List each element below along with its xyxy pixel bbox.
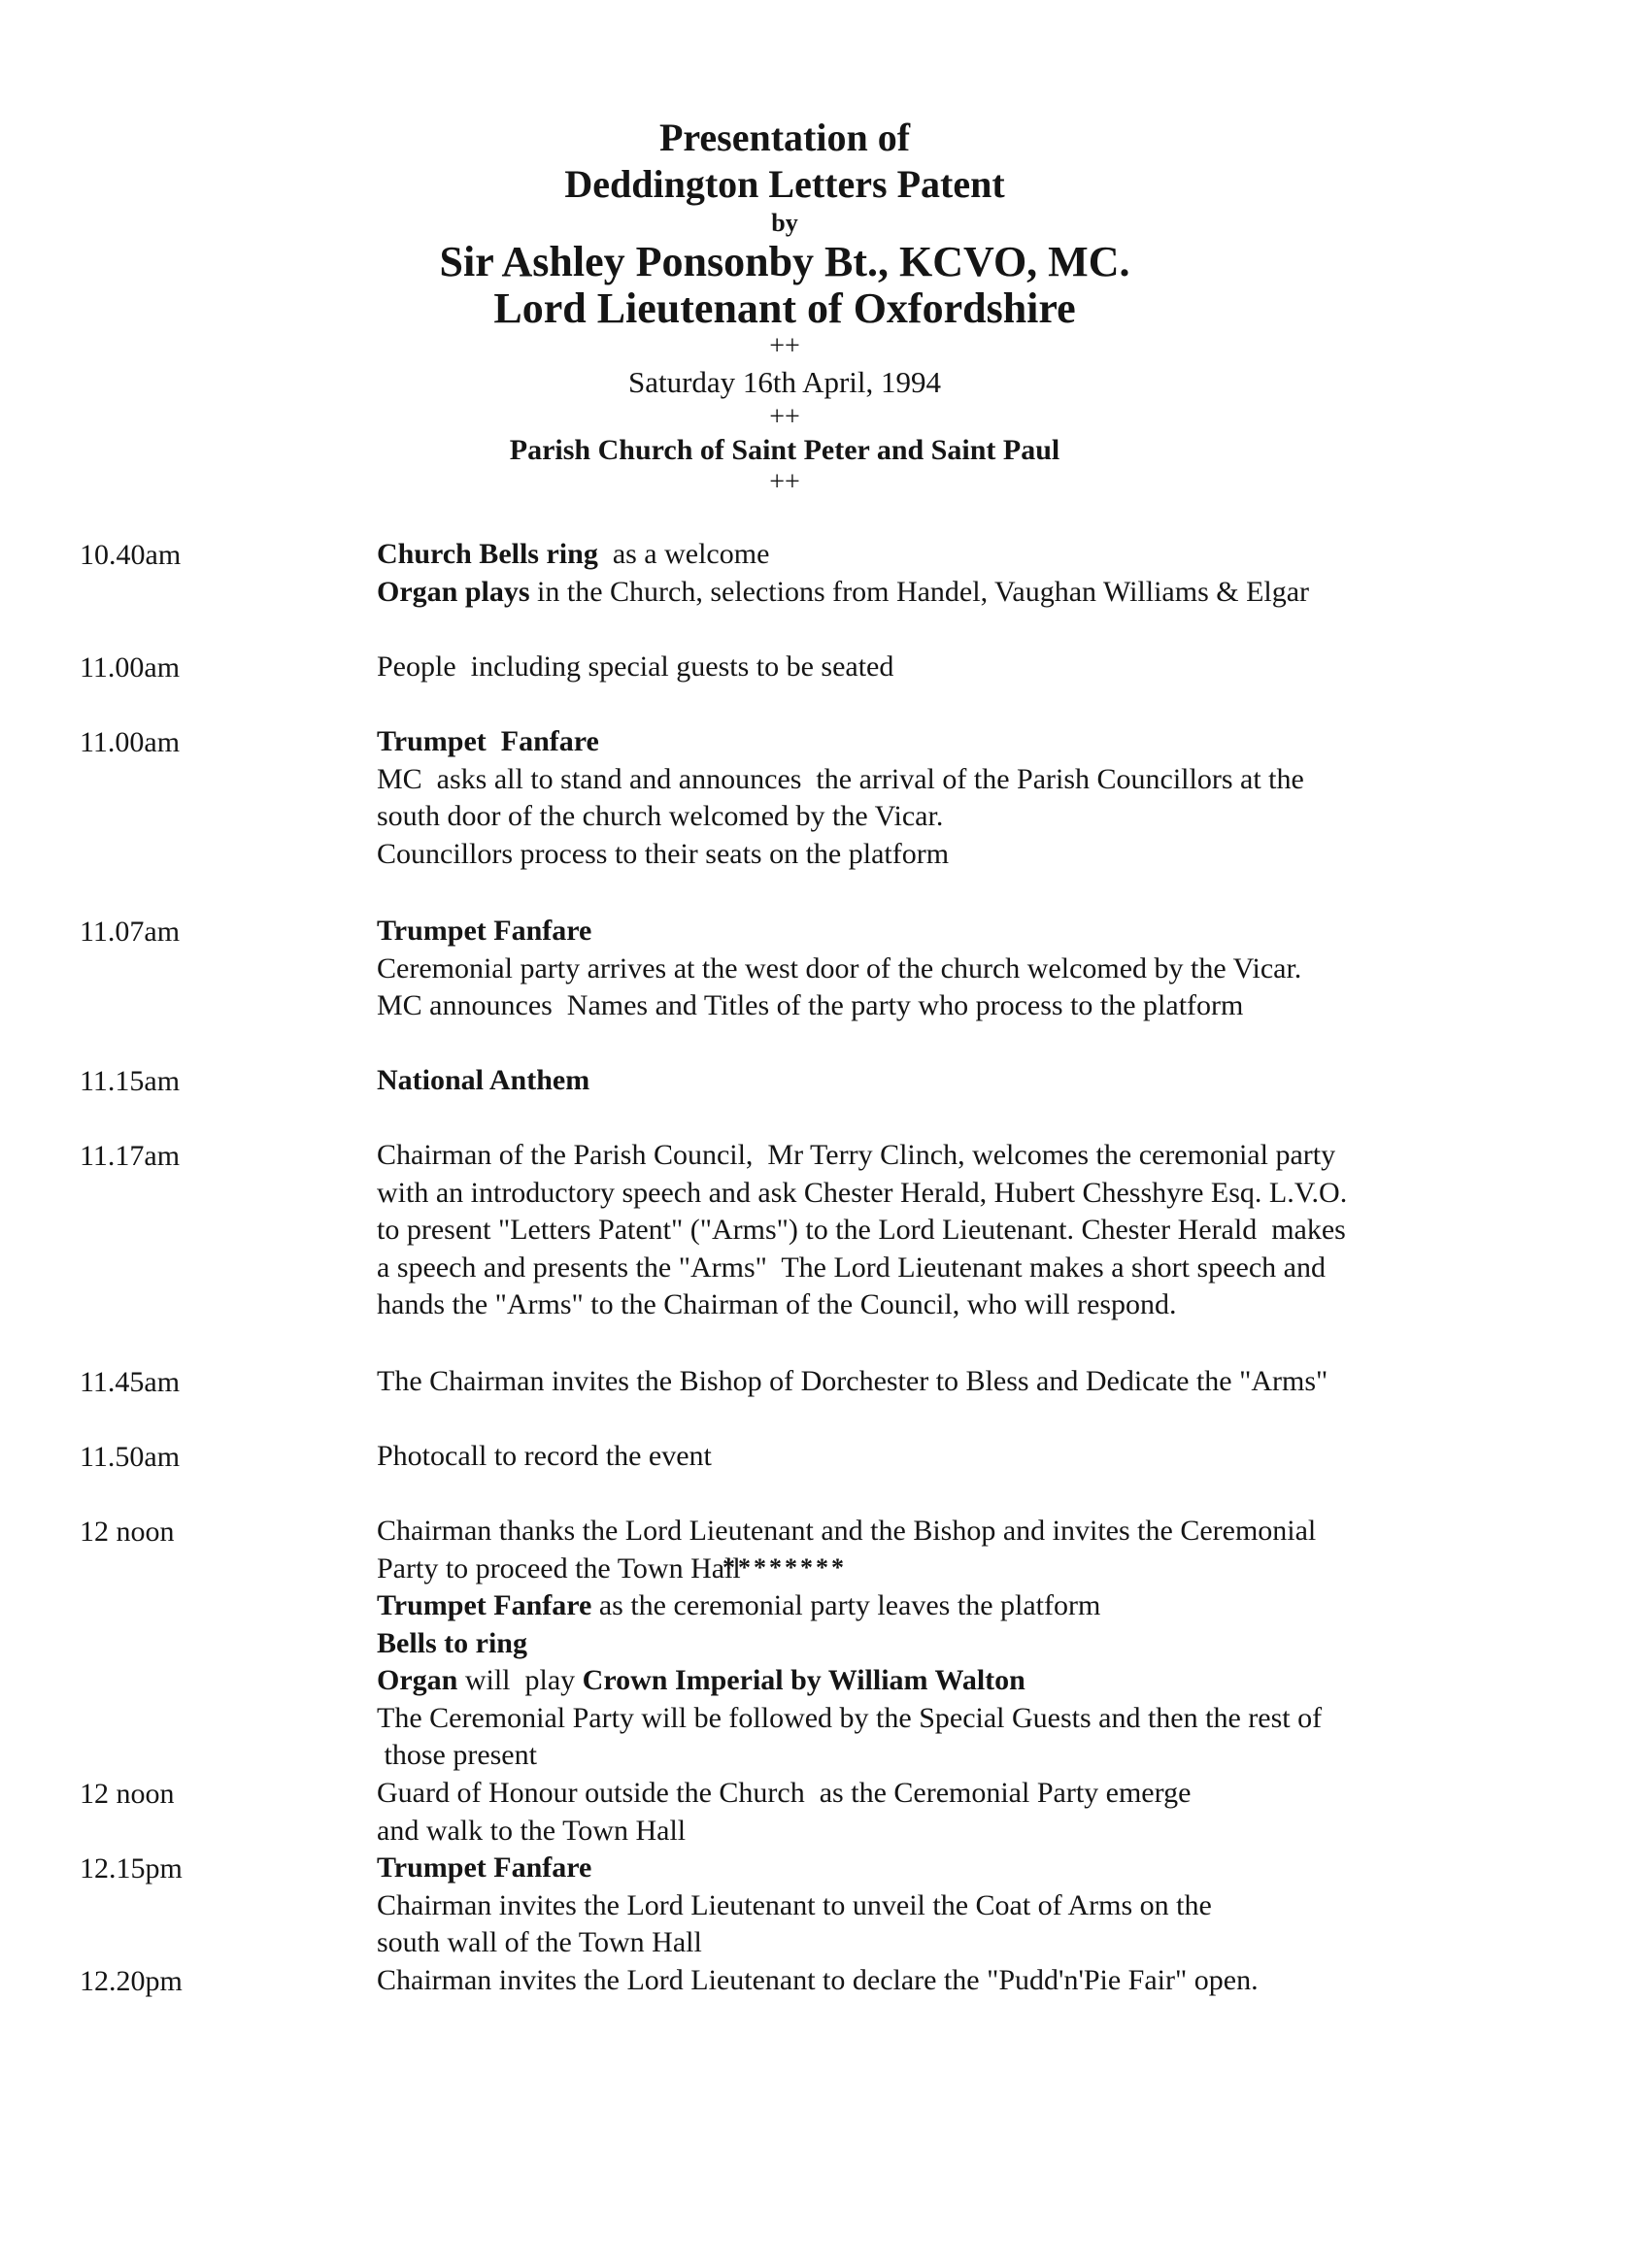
- schedule-line-text: People including special guests to be seated: [377, 650, 894, 683]
- schedule-line: [377, 1212, 1581, 1250]
- schedule-line: [377, 649, 1581, 686]
- schedule-time: 11.45am: [80, 1366, 181, 1398]
- schedule-line-text: Photocall to record the event: [377, 1440, 712, 1472]
- title-lord-lieutenant: Lord Lieutenant of Oxfordshire: [493, 284, 1076, 332]
- schedule-line: [377, 1438, 1581, 1476]
- schedule-line: [377, 1775, 1581, 1813]
- schedule-line-text: Ceremonial party arrives at the west door of the church welcomed by the Vicar.: [377, 951, 1302, 984]
- closing-stars: ********: [723, 1553, 847, 1582]
- title-presentation: Presentation of: [658, 116, 911, 159]
- event-date: Saturday 16th April, 1994: [627, 365, 942, 399]
- schedule-time: 12.20pm: [80, 1965, 183, 1997]
- schedule-line: [377, 1625, 1581, 1663]
- schedule-line: [377, 1924, 1581, 1962]
- schedule-time: 11.15am: [80, 1065, 181, 1097]
- schedule-description: [377, 1137, 1581, 1324]
- schedule-line-text: as a welcome: [597, 538, 770, 570]
- schedule-line-bold: Organ plays: [377, 575, 530, 608]
- schedule-time: 11.17am: [80, 1140, 181, 1172]
- schedule-description: [377, 649, 1581, 686]
- schedule-time: 11.00am: [80, 651, 181, 684]
- schedule-line-text: and walk to the Town Hall: [377, 1814, 687, 1847]
- schedule-description: [377, 1363, 1581, 1401]
- schedule-line-text: MC announces Names and Titles of the party who process to the platform: [377, 989, 1244, 1021]
- schedule-line-text: will play: [457, 1664, 583, 1696]
- schedule-line: [377, 951, 1581, 988]
- schedule-time: 11.07am: [80, 916, 181, 948]
- schedule-line: [377, 536, 1581, 574]
- schedule-line-text: to present "Letters Patent" ("Arms") to the Lord Lieutenant. Chester Herald makes: [377, 1214, 1346, 1246]
- schedule-line: [377, 1175, 1581, 1213]
- title-by: by: [771, 209, 798, 237]
- schedule-time: 10.40am: [80, 539, 182, 571]
- schedule-line: [377, 723, 1581, 761]
- schedule-line-bold: Church Bells ring: [377, 538, 598, 570]
- schedule-description: [377, 1062, 1581, 1100]
- schedule-line: [377, 987, 1581, 1025]
- schedule-line: [377, 1286, 1581, 1324]
- schedule-line-bold: Bells to ring: [377, 1626, 527, 1659]
- schedule-line: [377, 1513, 1581, 1551]
- schedule-line: [377, 798, 1581, 836]
- separator: ++: [769, 402, 800, 432]
- schedule-line: [377, 1363, 1581, 1401]
- schedule-line: [377, 1962, 1581, 2000]
- separator: ++: [769, 467, 800, 497]
- schedule-time: 12 noon: [80, 1778, 175, 1810]
- schedule-line-text: Councillors process to their seats on the platform: [377, 837, 950, 870]
- schedule-line: [377, 1887, 1581, 1925]
- schedule-line-text: Chairman thanks the Lord Lieutenant and the Bishop and invites the Ceremonial: [377, 1515, 1317, 1547]
- schedule-line: [377, 1700, 1581, 1738]
- schedule-line-text: Chairman of the Parish Council, Mr Terry Clinch, welcomes the ceremonial party: [377, 1139, 1336, 1171]
- schedule-line: [377, 1137, 1581, 1175]
- schedule-line: [377, 1850, 1581, 1887]
- schedule-description: [377, 1438, 1581, 1476]
- schedule-line: [377, 836, 1581, 874]
- schedule-line-text: south door of the church welcomed by the Vicar.: [377, 800, 944, 832]
- title-presenter: Sir Ashley Ponsonby Bt., KCVO, MC.: [439, 238, 1130, 285]
- schedule-time: 12 noon: [80, 1516, 175, 1548]
- schedule-line-bold: National Anthem: [377, 1064, 590, 1096]
- schedule-line-text: as the ceremonial party leaves the platform: [591, 1589, 1101, 1621]
- schedule-line-text: The Ceremonial Party will be followed by the Special Guests and then the rest of: [377, 1701, 1323, 1734]
- schedule-description: [377, 1775, 1581, 1850]
- schedule-line: [377, 761, 1581, 799]
- schedule-line-text: hands the "Arms" to the Chairman of the Council, who will respond.: [377, 1288, 1177, 1320]
- schedule-line: [377, 913, 1581, 951]
- schedule-time: 11.50am: [80, 1441, 181, 1473]
- title-letters-patent: Deddington Letters Patent: [564, 162, 1005, 206]
- schedule-line-bold: Crown Imperial by William Walton: [582, 1664, 1025, 1696]
- schedule-description: [377, 536, 1581, 611]
- schedule-line: [377, 1662, 1581, 1700]
- schedule-line-text: in the Church, selections from Handel, Vaughan Williams & Elgar: [529, 575, 1310, 608]
- event-venue: Parish Church of Saint Peter and Saint Paul: [509, 434, 1060, 466]
- schedule-line-text: Chairman invites the Lord Lieutenant to unveil the Coat of Arms on the: [377, 1888, 1212, 1921]
- schedule-line: [377, 1587, 1581, 1625]
- schedule-description: [377, 913, 1581, 1025]
- schedule-line-bold: Organ: [377, 1664, 458, 1696]
- schedule-description: [377, 1513, 1581, 1775]
- schedule-line-text: south wall of the Town Hall: [377, 1926, 702, 1958]
- schedule-line: [377, 1737, 1581, 1775]
- separator: ++: [769, 331, 800, 361]
- schedule-line-text: those present: [377, 1739, 537, 1771]
- schedule-line-text: MC asks all to stand and announces the arrival of the Parish Councillors at the: [377, 762, 1304, 795]
- schedule-line: [377, 574, 1581, 612]
- schedule-time: 12.15pm: [80, 1852, 183, 1884]
- schedule-line-text: Guard of Honour outside the Church as the Ceremonial Party emerge: [377, 1777, 1192, 1809]
- schedule-line-text: a speech and presents the "Arms" The Lord Lieutenant makes a short speech and: [377, 1251, 1326, 1284]
- schedule-line-bold: Trumpet Fanfare: [377, 725, 599, 757]
- schedule-line: [377, 1250, 1581, 1287]
- schedule-line-bold: Trumpet Fanfare: [377, 1589, 592, 1621]
- schedule-line: [377, 1062, 1581, 1100]
- schedule-line-text: Party to proceed the Town Hall: [377, 1551, 741, 1584]
- schedule-line-text: The Chairman invites the Bishop of Dorchester to Bless and Dedicate the "Arms": [377, 1365, 1328, 1397]
- schedule-line-text: with an introductory speech and ask Chester Herald, Hubert Chesshyre Esq. L.V.O.: [377, 1176, 1348, 1209]
- schedule-line-text: Chairman invites the Lord Lieutenant to declare the "Pudd'n'Pie Fair" open.: [377, 1964, 1259, 1996]
- schedule-description: [377, 1962, 1581, 2000]
- schedule-description: [377, 723, 1581, 873]
- schedule-line-bold: Trumpet Fanfare: [377, 1851, 592, 1884]
- schedule-line-bold: Trumpet Fanfare: [377, 915, 592, 947]
- schedule-description: [377, 1850, 1581, 1962]
- schedule-line: [377, 1813, 1581, 1851]
- schedule-time: 11.00am: [80, 726, 181, 758]
